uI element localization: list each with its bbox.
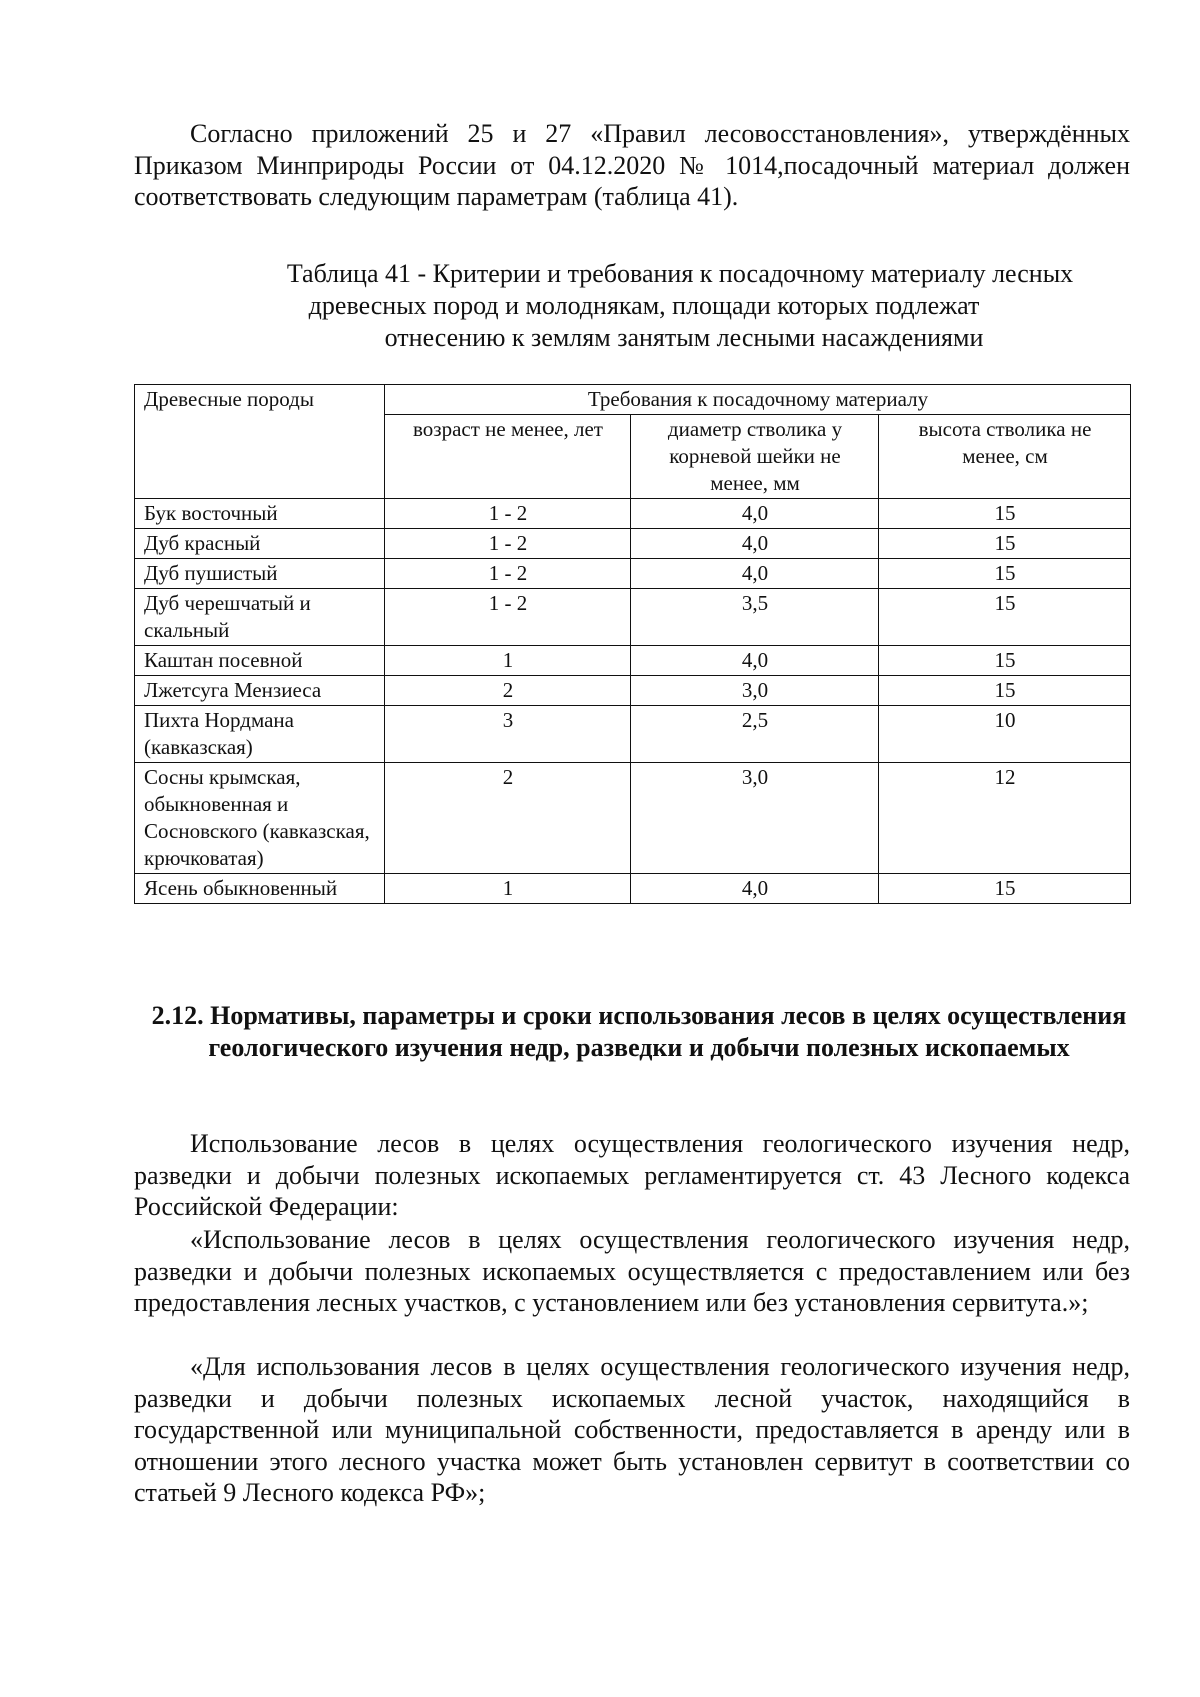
table-caption-line: отнесению к землям занятым лесными насаждениями xyxy=(384,323,984,352)
table-row xyxy=(135,589,1131,646)
height-cell: 15 xyxy=(879,529,1131,559)
age-cell: 1 xyxy=(385,646,631,676)
table-row xyxy=(135,706,1131,763)
diameter-cell: 4,0 xyxy=(631,559,879,589)
species-cell: Дуб черешчатый и скальный xyxy=(135,589,385,646)
table-header-row xyxy=(135,385,1131,415)
table-caption-line: древесных пород и молоднякам, площади которых подлежат xyxy=(308,291,980,320)
header-species: Древесные породы xyxy=(135,385,385,499)
height-cell: 10 xyxy=(879,706,1131,763)
age-cell: 2 xyxy=(385,763,631,874)
height-cell: 15 xyxy=(879,559,1131,589)
diameter-cell: 4,0 xyxy=(631,646,879,676)
height-cell: 15 xyxy=(879,676,1131,706)
diameter-cell: 3,0 xyxy=(631,763,879,874)
table-caption-line: Таблица 41 - Критерии и требования к посадочному материалу лесных xyxy=(286,259,1074,288)
species-cell: Пихта Нордмана (кавказская) xyxy=(135,706,385,763)
diameter-cell: 4,0 xyxy=(631,499,879,529)
age-cell: 1 xyxy=(385,874,631,904)
table-row xyxy=(135,499,1131,529)
table-row xyxy=(135,763,1131,874)
age-cell: 3 xyxy=(385,706,631,763)
diameter-cell: 4,0 xyxy=(631,529,879,559)
height-cell: 12 xyxy=(879,763,1131,874)
table-row xyxy=(135,676,1131,706)
body-paragraph: «Для использования лесов в целях осуществления геологического изучения недр, разведки и добычи полезных ископаемых лесной участок, находящийся в государственной или муниципальной собственности, предоставляется в аренду или в отношении этого лесного участка может быть установлен сервитут в соответствии со статьей 9 Лесного кодекса РФ»; xyxy=(134,1352,1130,1507)
species-cell: Каштан посевной xyxy=(135,646,385,676)
age-cell: 1 - 2 xyxy=(385,529,631,559)
header-requirements: Требования к посадочному материалу xyxy=(385,385,1131,415)
height-cell: 15 xyxy=(879,874,1131,904)
height-cell: 15 xyxy=(879,646,1131,676)
body-paragraph: «Использование лесов в целях осуществления геологического изучения недр, разведки и добычи полезных ископаемых осуществляется с предоставлением или без предоставления лесных участков, с установлением или без установления сервитута.»; xyxy=(134,1225,1130,1317)
species-cell: Дуб красный xyxy=(135,529,385,559)
species-cell: Сосны крымская, обыкновенная и Сосновского (кавказская, крючковатая) xyxy=(135,763,385,874)
diameter-cell: 3,0 xyxy=(631,676,879,706)
header-height: высота стволика не менее, см xyxy=(879,415,1131,499)
table-row xyxy=(135,874,1131,904)
table-row xyxy=(135,529,1131,559)
header-diameter: диаметр стволика у корневой шейки не менее, мм xyxy=(631,415,879,499)
section-heading: 2.12. Нормативы, параметры и сроки использования лесов в целях осуществления геологического изучения недр, разведки и добычи полезных ископаемых xyxy=(151,1001,1127,1062)
table-row xyxy=(135,646,1131,676)
age-cell: 1 - 2 xyxy=(385,589,631,646)
height-cell: 15 xyxy=(879,589,1131,646)
body-paragraph: Использование лесов в целях осуществления геологического изучения недр, разведки и добычи полезных ископаемых регламентируется ст. 43 Лесного кодекса Российской Федерации: xyxy=(134,1129,1130,1221)
species-cell: Лжетсуга Мензиеса xyxy=(135,676,385,706)
planting-material-table xyxy=(134,384,1131,904)
intro-paragraph: Согласно приложений 25 и 27 «Правил лесовосстановления», утверждённых Приказом Минприроды России от 04.12.2020 № 1014,посадочный материал должен соответствовать следующим параметрам (таблица 41). xyxy=(134,119,1130,211)
height-cell: 15 xyxy=(879,499,1131,529)
diameter-cell: 4,0 xyxy=(631,874,879,904)
diameter-cell: 3,5 xyxy=(631,589,879,646)
species-cell: Бук восточный xyxy=(135,499,385,529)
table-caption xyxy=(134,258,1130,354)
table-row xyxy=(135,559,1131,589)
age-cell: 1 - 2 xyxy=(385,499,631,529)
species-cell: Ясень обыкновенный xyxy=(135,874,385,904)
age-cell: 2 xyxy=(385,676,631,706)
diameter-cell: 2,5 xyxy=(631,706,879,763)
header-age: возраст не менее, лет xyxy=(385,415,631,499)
species-cell: Дуб пушистый xyxy=(135,559,385,589)
age-cell: 1 - 2 xyxy=(385,559,631,589)
